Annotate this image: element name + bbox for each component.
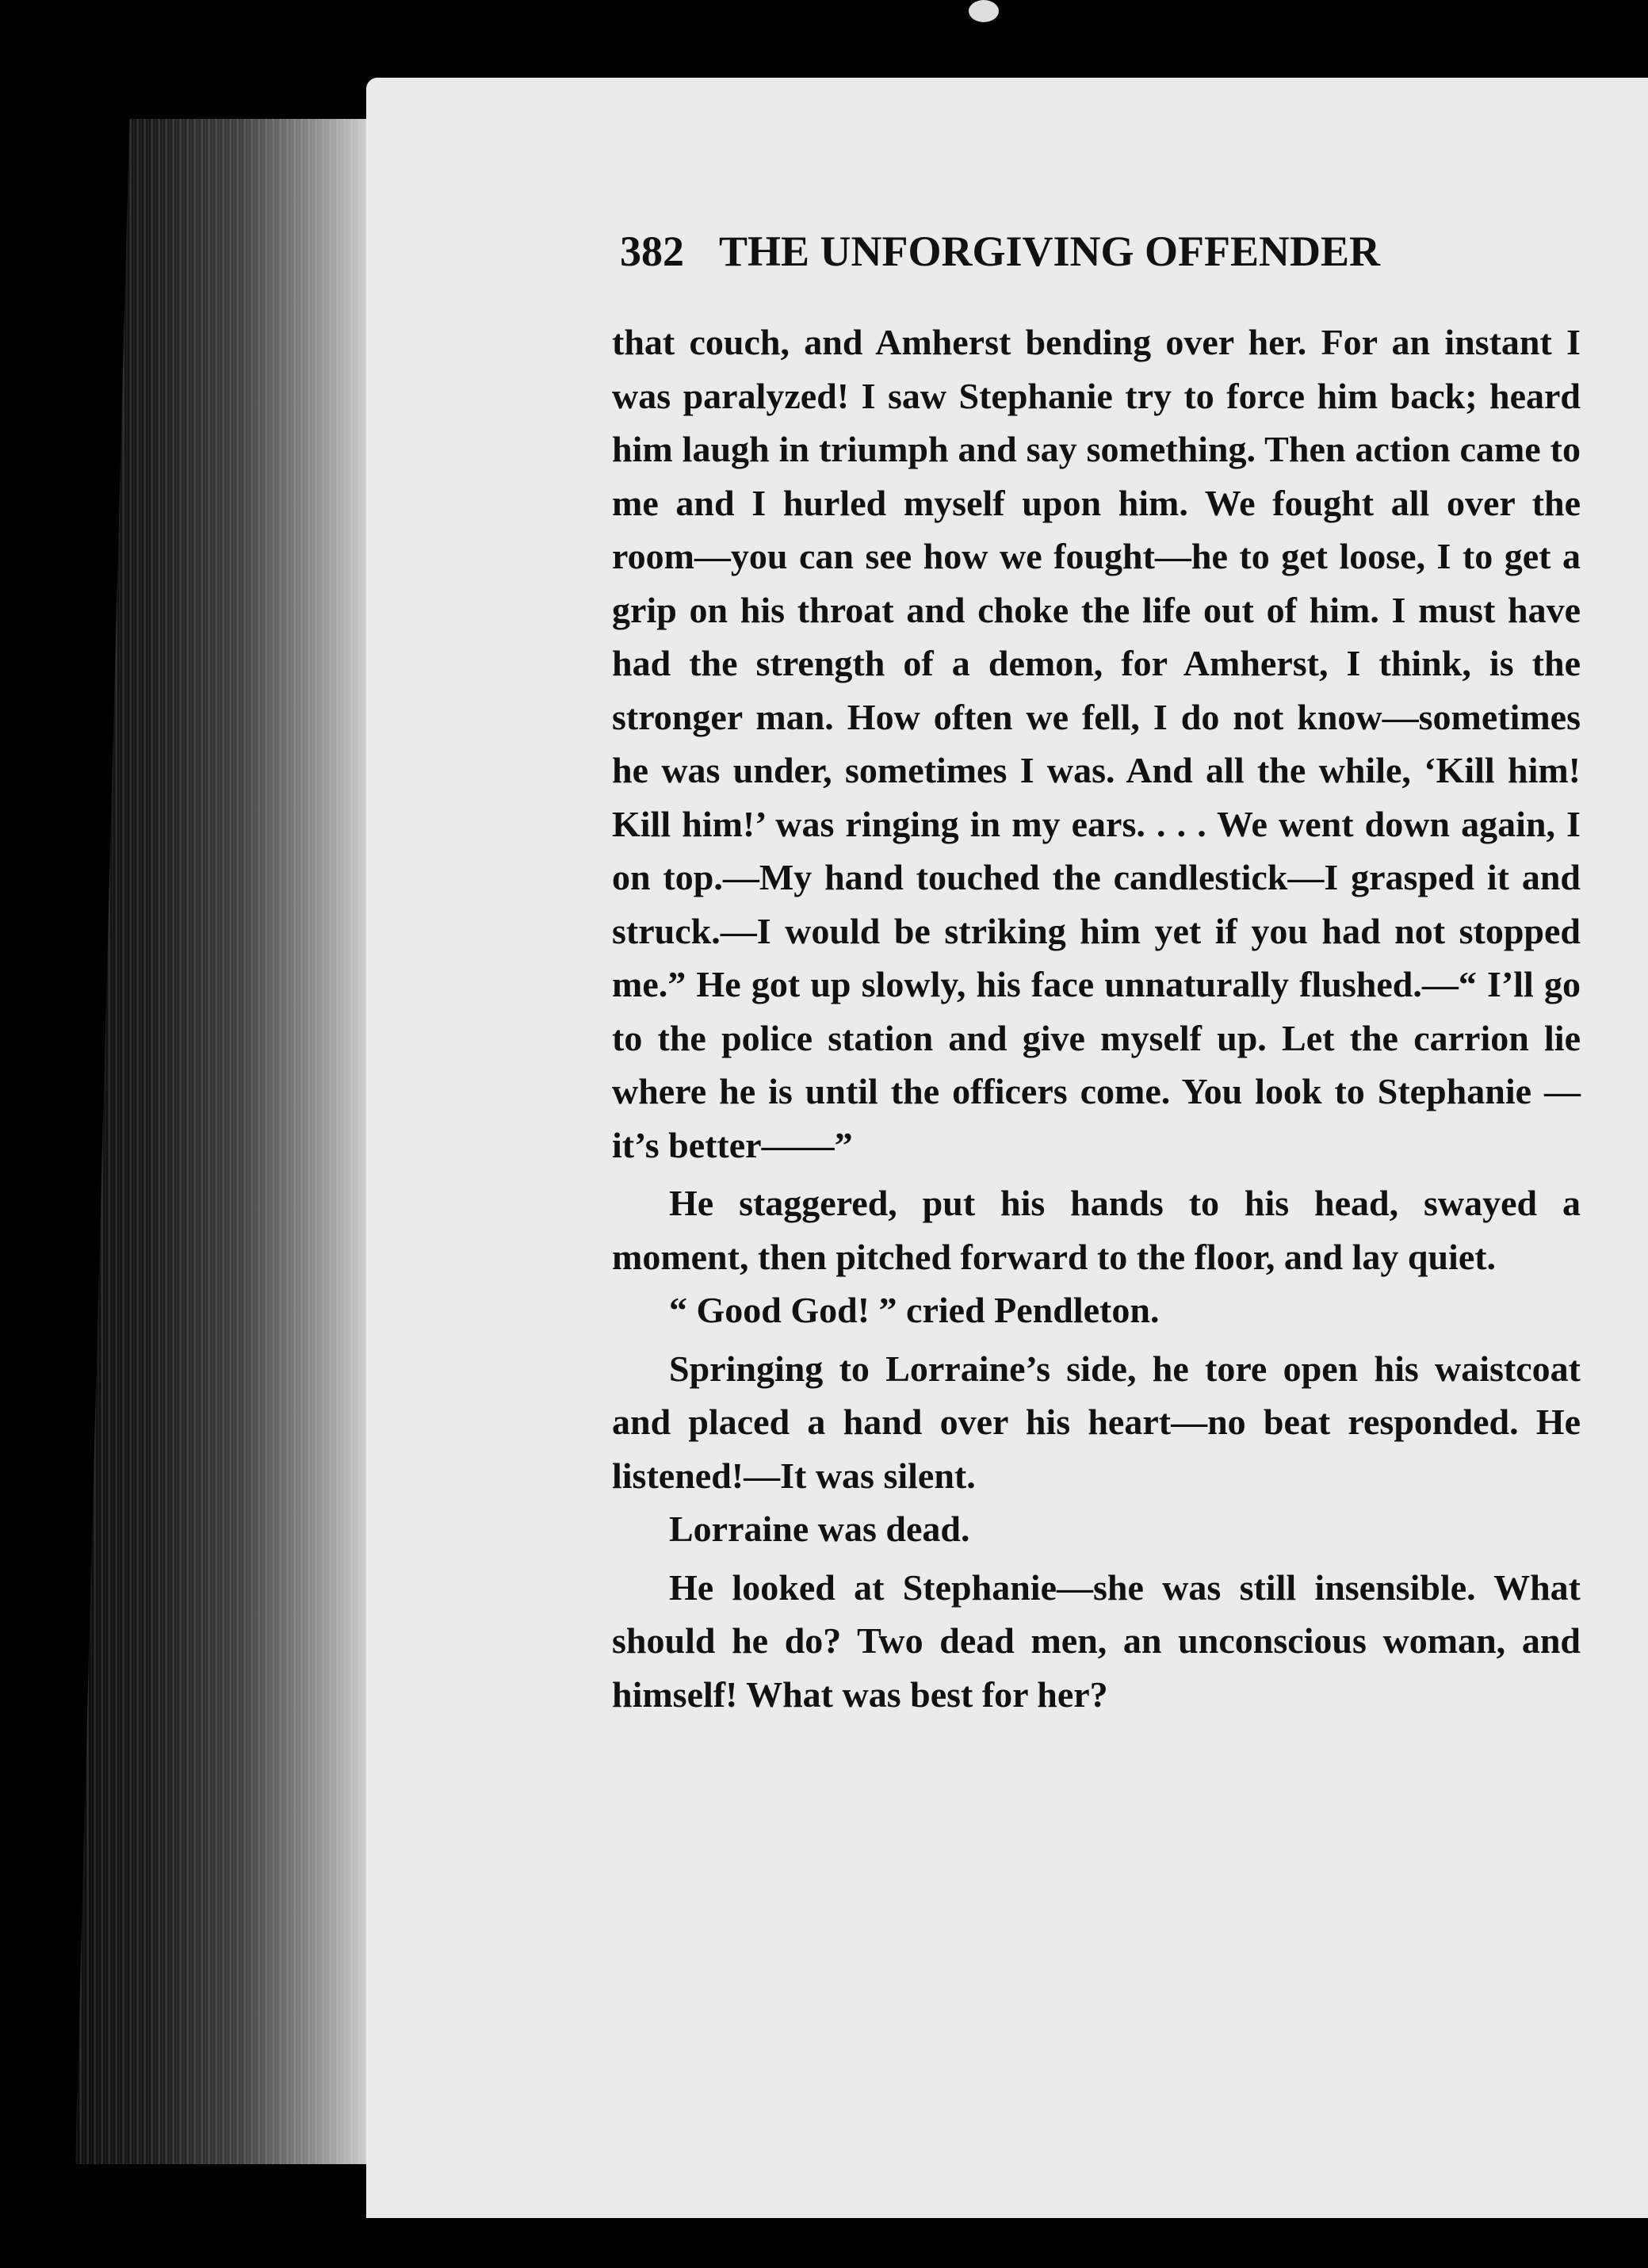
body-text	[612, 316, 1581, 1721]
page-edges	[75, 119, 377, 2164]
page-number: 382	[620, 228, 684, 275]
running-header	[620, 227, 1444, 276]
running-title: THE UNFORGIVING OFFENDER	[719, 228, 1381, 275]
paragraph: Springing to Lorraine’s side, he tore open his waistcoat and placed a hand over his heart—no beat responded. He listened!—It was silent.	[612, 1348, 1581, 1496]
paragraph: that couch, and Amherst bending over her. For an instant I was paralyzed! I saw Stephanie try to force him back; heard him laugh in triumph and say something. Then action came to me and I hurled myself upon him. We fought all over the room—you can see how we fought—he to get loose, I to get a grip on his throat and choke the life out of him. I must have had the strength of a demon, for Amherst, I think, is the stronger man. How often we fell, I do not know—sometimes he was under, sometimes I was. And all the while, ‘Kill him! Kill him!’ was ringing in my ears. . . . We went down again, I on top.—My hand touched the candlestick—I grasped it and struck.—I would be striking him yet if you had not stopped me.” He got up slowly, his face unnaturally flushed.—“ I’ll go to the police station and give myself up. Let the carrion lie where he is until the officers come. You look to Stephanie —it’s better——”	[612, 322, 1581, 1165]
paragraph: He staggered, put his hands to his head, swayed a moment, then pitched forward to the floor, and lay quiet.	[612, 1183, 1581, 1277]
paragraph: “ Good God! ” cried Pendleton.	[669, 1290, 1160, 1330]
paragraph: He looked at Stephanie—she was still insensible. What should he do? Two dead men, an unconscious woman, and himself! What was best for her?	[612, 1566, 1581, 1715]
paragraph: Lorraine was dead.	[669, 1509, 970, 1549]
scan-speck	[969, 0, 999, 22]
